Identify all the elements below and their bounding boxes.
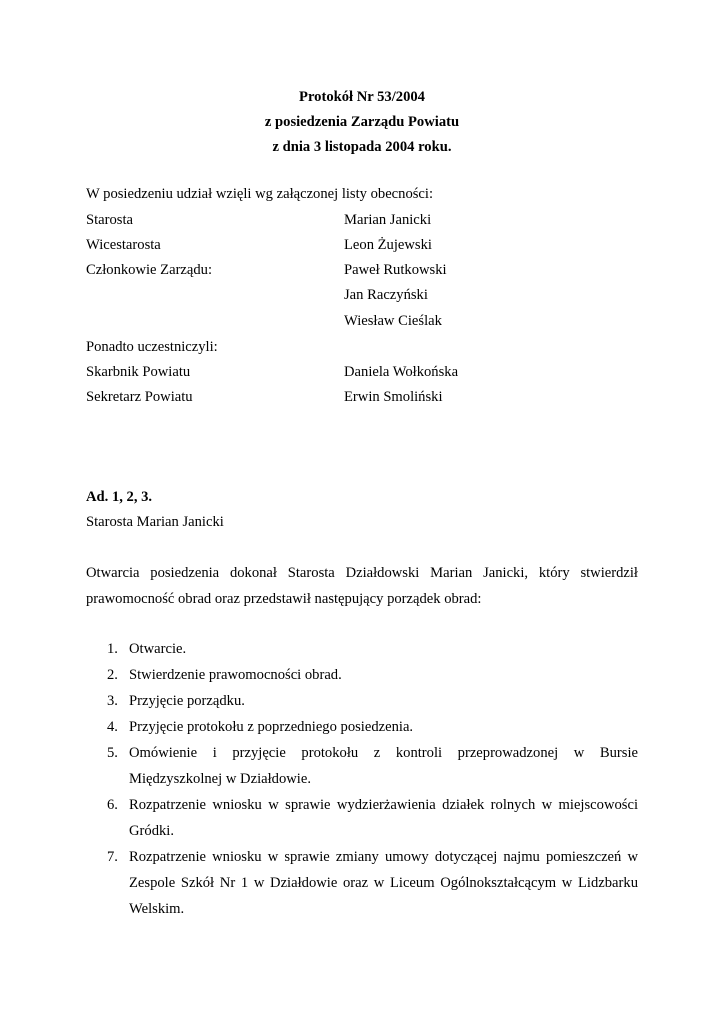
agenda-item-number: 1. bbox=[107, 641, 118, 657]
agenda-item-number: 5. bbox=[107, 745, 118, 761]
agenda-item-text: Otwarcie. bbox=[129, 641, 187, 657]
agenda-item-text: Stwierdzenie prawomocności obrad. bbox=[129, 667, 342, 683]
agenda-list bbox=[86, 636, 638, 922]
opening-paragraph: Otwarcia posiedzenia dokonał Starosta Działdowski Marian Janicki, który stwierdził prawomocność obrad oraz przedstawił następujący porządek obrad: bbox=[86, 565, 638, 607]
member-role: Starosta bbox=[86, 212, 134, 228]
agenda-item bbox=[86, 636, 638, 662]
other-role: Skarbnik Powiatu bbox=[86, 364, 191, 380]
other-name: Daniela Wołkońska bbox=[344, 364, 459, 380]
agenda-item bbox=[86, 662, 638, 688]
agenda-item bbox=[86, 740, 638, 792]
attendance-intro: W posiedzeniu udział wzięli wg załączonej listy obecności: bbox=[86, 186, 434, 202]
section-heading: Ad. 1, 2, 3. bbox=[86, 489, 153, 505]
document-subtitle: z posiedzenia Zarządu Powiatu bbox=[264, 114, 460, 130]
agenda-item-text: Rozpatrzenie wniosku w sprawie zmiany umowy dotyczącej najmu pomieszczeń w Zespole Szkół Nr 1 w Działdowie oraz w Liceum Ogólnokształcącym w Lidzbarku Welskim. bbox=[129, 849, 638, 917]
agenda-item-number: 7. bbox=[107, 849, 118, 865]
agenda-item-text: Rozpatrzenie wniosku w sprawie wydzierżawienia działek rolnych w miejscowości Gródki. bbox=[129, 797, 638, 839]
member-name: Jan Raczyński bbox=[344, 287, 428, 303]
agenda-item-text: Przyjęcie protokołu z poprzedniego posiedzenia. bbox=[129, 719, 414, 735]
agenda-item bbox=[86, 688, 638, 714]
document-title: Protokół Nr 53/2004 bbox=[299, 89, 425, 105]
other-role: Sekretarz Powiatu bbox=[86, 389, 193, 405]
agenda-item bbox=[86, 714, 638, 740]
member-name: Marian Janicki bbox=[344, 212, 432, 228]
agenda-item-text: Omówienie i przyjęcie protokołu z kontroli przeprowadzonej w Bursie Międzyszkolnej w Działdowie. bbox=[129, 745, 638, 787]
agenda-item-text: Przyjęcie porządku. bbox=[129, 693, 245, 709]
member-name: Paweł Rutkowski bbox=[344, 262, 447, 278]
section-speaker: Starosta Marian Janicki bbox=[86, 514, 224, 530]
member-role: Wicestarosta bbox=[86, 237, 161, 253]
agenda-item-number: 6. bbox=[107, 797, 118, 813]
agenda-item bbox=[86, 792, 638, 844]
member-role: Członkowie Zarządu: bbox=[86, 262, 213, 278]
agenda-item-number: 4. bbox=[107, 719, 118, 735]
member-name: Wiesław Cieślak bbox=[344, 313, 442, 329]
document-date: z dnia 3 listopada 2004 roku. bbox=[272, 139, 452, 155]
member-name: Leon Żujewski bbox=[344, 237, 432, 253]
other-name: Erwin Smoliński bbox=[344, 389, 443, 405]
others-intro: Ponadto uczestniczyli: bbox=[86, 339, 218, 355]
agenda-item-number: 2. bbox=[107, 667, 118, 683]
agenda-item bbox=[86, 844, 638, 922]
agenda-item-number: 3. bbox=[107, 693, 118, 709]
